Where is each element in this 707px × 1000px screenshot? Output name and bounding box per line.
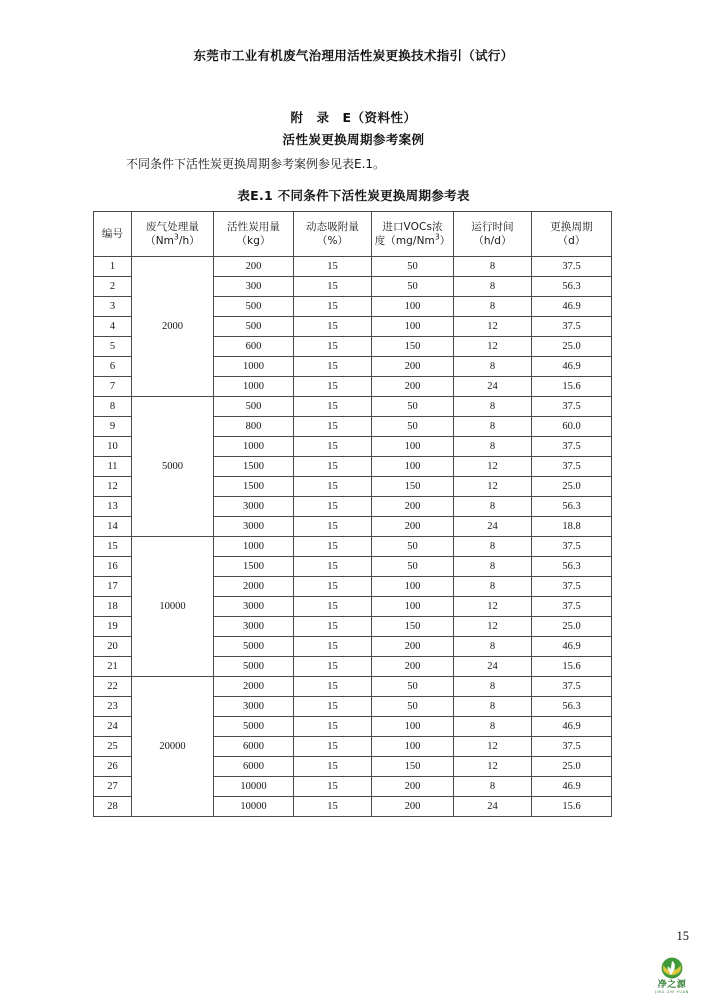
cell-replacement-cycle: 46.9 [532,357,612,377]
cell-inlet-voc: 100 [372,597,454,617]
cell-replacement-cycle: 37.5 [532,457,612,477]
cell-carbon-mass: 6000 [214,737,294,757]
cell-dynamic-adsorption: 15 [294,537,372,557]
cell-operating-hours: 24 [454,517,532,537]
cell-index: 8 [94,397,132,417]
activated-carbon-replacement-table [93,211,612,817]
cell-replacement-cycle: 37.5 [532,597,612,617]
cell-dynamic-adsorption: 15 [294,337,372,357]
cell-dynamic-adsorption: 15 [294,497,372,517]
cell-dynamic-adsorption: 15 [294,677,372,697]
cell-inlet-voc: 50 [372,537,454,557]
cell-inlet-voc: 100 [372,737,454,757]
cell-operating-hours: 8 [454,497,532,517]
cell-operating-hours: 12 [454,617,532,637]
cell-carbon-mass: 3000 [214,597,294,617]
cell-replacement-cycle: 25.0 [532,337,612,357]
cell-replacement-cycle: 25.0 [532,757,612,777]
cell-inlet-voc: 200 [372,797,454,817]
cell-exhaust-flow: 10000 [132,537,214,677]
cell-dynamic-adsorption: 15 [294,577,372,597]
cell-replacement-cycle: 46.9 [532,717,612,737]
cell-dynamic-adsorption: 15 [294,477,372,497]
cell-dynamic-adsorption: 15 [294,797,372,817]
cell-replacement-cycle: 46.9 [532,777,612,797]
header-line-1: 活性炭用量 [227,221,280,233]
cell-dynamic-adsorption: 15 [294,657,372,677]
table-col-header-3 [294,212,372,257]
cell-inlet-voc: 50 [372,397,454,417]
cell-carbon-mass: 5000 [214,717,294,737]
cell-replacement-cycle: 56.3 [532,697,612,717]
cell-inlet-voc: 50 [372,417,454,437]
cell-index: 25 [94,737,132,757]
cell-index: 19 [94,617,132,637]
cell-index: 28 [94,797,132,817]
cell-dynamic-adsorption: 15 [294,277,372,297]
header-line-1: 运行时间 [471,221,514,233]
cell-inlet-voc: 50 [372,697,454,717]
cell-dynamic-adsorption: 15 [294,617,372,637]
cell-replacement-cycle: 56.3 [532,277,612,297]
cell-inlet-voc: 200 [372,637,454,657]
cell-index: 6 [94,357,132,377]
cell-replacement-cycle: 46.9 [532,637,612,657]
logo-name-en: JING ZHI YUAN [655,990,689,994]
header-line-2: （%） [316,235,349,247]
cell-dynamic-adsorption: 15 [294,357,372,377]
cell-replacement-cycle: 56.3 [532,497,612,517]
cell-operating-hours: 8 [454,357,532,377]
cell-carbon-mass: 5000 [214,657,294,677]
cell-index: 5 [94,337,132,357]
cell-operating-hours: 12 [454,737,532,757]
cell-carbon-mass: 2000 [214,577,294,597]
cell-replacement-cycle: 15.6 [532,377,612,397]
cell-dynamic-adsorption: 15 [294,397,372,417]
cell-index: 12 [94,477,132,497]
annex-title: 活性炭更换周期参考案例 [282,132,425,147]
cell-operating-hours: 24 [454,377,532,397]
cell-replacement-cycle: 25.0 [532,617,612,637]
cell-carbon-mass: 1000 [214,437,294,457]
cell-replacement-cycle: 37.5 [532,257,612,277]
cell-index: 26 [94,757,132,777]
cell-inlet-voc: 100 [372,437,454,457]
cell-replacement-cycle: 18.8 [532,517,612,537]
cell-inlet-voc: 200 [372,777,454,797]
cell-carbon-mass: 800 [214,417,294,437]
cell-exhaust-flow: 5000 [132,397,214,537]
cell-inlet-voc: 100 [372,577,454,597]
cell-operating-hours: 8 [454,417,532,437]
table-row [94,257,612,277]
cell-inlet-voc: 50 [372,677,454,697]
cell-dynamic-adsorption: 15 [294,417,372,437]
cell-operating-hours: 8 [454,537,532,557]
cell-index: 20 [94,637,132,657]
cell-index: 3 [94,297,132,317]
cell-inlet-voc: 150 [372,337,454,357]
cell-dynamic-adsorption: 15 [294,557,372,577]
cell-index: 21 [94,657,132,677]
cell-carbon-mass: 2000 [214,677,294,697]
header-line-1: 废气处理量 [146,221,199,233]
cell-index: 15 [94,537,132,557]
page-number: 15 [676,929,689,943]
cell-inlet-voc: 150 [372,617,454,637]
cell-index: 1 [94,257,132,277]
cell-index: 24 [94,717,132,737]
cell-inlet-voc: 50 [372,257,454,277]
cell-dynamic-adsorption: 15 [294,777,372,797]
cell-dynamic-adsorption: 15 [294,257,372,277]
cell-dynamic-adsorption: 15 [294,297,372,317]
header-line-2: （h/d） [473,235,512,247]
cell-dynamic-adsorption: 15 [294,697,372,717]
header-line-1: 进口VOCs浓 [382,221,443,233]
leaf-emblem-icon [661,957,683,979]
cell-carbon-mass: 1500 [214,457,294,477]
cell-operating-hours: 8 [454,297,532,317]
cell-inlet-voc: 200 [372,517,454,537]
cell-operating-hours: 24 [454,797,532,817]
cell-dynamic-adsorption: 15 [294,637,372,657]
table-row [94,397,612,417]
cell-carbon-mass: 300 [214,277,294,297]
table-col-header-0 [94,212,132,257]
cell-replacement-cycle: 15.6 [532,657,612,677]
cell-replacement-cycle: 37.5 [532,737,612,757]
cell-index: 17 [94,577,132,597]
cell-operating-hours: 8 [454,437,532,457]
cell-index: 23 [94,697,132,717]
cell-dynamic-adsorption: 15 [294,517,372,537]
cell-dynamic-adsorption: 15 [294,437,372,457]
header-line-1: 更换周期 [550,221,593,233]
cell-carbon-mass: 1000 [214,357,294,377]
cell-inlet-voc: 200 [372,497,454,517]
cell-operating-hours: 8 [454,777,532,797]
header-line-1: 编号 [101,228,124,240]
cell-inlet-voc: 200 [372,657,454,677]
header-line-1: 动态吸附量 [306,221,359,233]
cell-replacement-cycle: 60.0 [532,417,612,437]
cell-operating-hours: 8 [454,577,532,597]
cell-inlet-voc: 150 [372,477,454,497]
cell-replacement-cycle: 37.5 [532,397,612,417]
cell-replacement-cycle: 25.0 [532,477,612,497]
cell-index: 14 [94,517,132,537]
cell-carbon-mass: 500 [214,297,294,317]
table-caption: 表E.1 不同条件下活性炭更换周期参考表 [237,188,470,203]
cell-carbon-mass: 3000 [214,497,294,517]
cell-carbon-mass: 500 [214,317,294,337]
cell-inlet-voc: 50 [372,557,454,577]
cell-operating-hours: 12 [454,597,532,617]
cell-dynamic-adsorption: 15 [294,597,372,617]
cell-operating-hours: 12 [454,457,532,477]
table-row [94,537,612,557]
cell-index: 4 [94,317,132,337]
table-header [94,212,612,257]
table-body [94,257,612,817]
cell-inlet-voc: 100 [372,317,454,337]
cell-carbon-mass: 5000 [214,637,294,657]
table-col-header-4 [372,212,454,257]
table-row [94,677,612,697]
cell-operating-hours: 8 [454,397,532,417]
cell-inlet-voc: 200 [372,377,454,397]
cell-carbon-mass: 1000 [214,537,294,557]
header-line-2: （kg） [236,235,271,247]
cell-index: 9 [94,417,132,437]
cell-operating-hours: 8 [454,557,532,577]
cell-inlet-voc: 200 [372,357,454,377]
cell-index: 22 [94,677,132,697]
cell-index: 10 [94,437,132,457]
table-col-header-1 [132,212,214,257]
cell-index: 18 [94,597,132,617]
cell-operating-hours: 8 [454,717,532,737]
cell-carbon-mass: 500 [214,397,294,417]
cell-replacement-cycle: 37.5 [532,437,612,457]
cell-carbon-mass: 3000 [214,517,294,537]
running-header: 东莞市工业有机废气治理用活性炭更换技术指引（试行） [193,48,514,63]
header-line-2: 度（mg/Nm$^3$） [374,232,451,247]
cell-dynamic-adsorption: 15 [294,377,372,397]
cell-replacement-cycle: 37.5 [532,577,612,597]
cell-exhaust-flow: 2000 [132,257,214,397]
table-col-header-5 [454,212,532,257]
cell-index: 11 [94,457,132,477]
cell-inlet-voc: 50 [372,277,454,297]
cell-operating-hours: 8 [454,637,532,657]
cell-dynamic-adsorption: 15 [294,457,372,477]
cell-index: 13 [94,497,132,517]
cell-carbon-mass: 3000 [214,617,294,637]
cell-operating-hours: 12 [454,477,532,497]
cell-operating-hours: 8 [454,277,532,297]
table-header-row [94,212,612,257]
cell-operating-hours: 12 [454,337,532,357]
cell-replacement-cycle: 37.5 [532,537,612,557]
footer-logo [650,957,694,997]
header-line-2: （Nm$^3$/h） [145,232,200,247]
table-col-header-6 [532,212,612,257]
intro-paragraph: 不同条件下活性炭更换周期参考案例参见表E.1。 [126,157,386,171]
cell-dynamic-adsorption: 15 [294,717,372,737]
cell-carbon-mass: 3000 [214,697,294,717]
logo-name-cn: 净之源 [657,980,687,990]
cell-carbon-mass: 10000 [214,777,294,797]
cell-replacement-cycle: 56.3 [532,557,612,577]
cell-replacement-cycle: 46.9 [532,297,612,317]
cell-carbon-mass: 1000 [214,377,294,397]
cell-operating-hours: 8 [454,257,532,277]
cell-dynamic-adsorption: 15 [294,757,372,777]
cell-exhaust-flow: 20000 [132,677,214,817]
cell-replacement-cycle: 15.6 [532,797,612,817]
cell-replacement-cycle: 37.5 [532,677,612,697]
cell-operating-hours: 12 [454,317,532,337]
cell-carbon-mass: 1500 [214,557,294,577]
cell-carbon-mass: 6000 [214,757,294,777]
cell-index: 27 [94,777,132,797]
cell-operating-hours: 8 [454,697,532,717]
cell-carbon-mass: 200 [214,257,294,277]
cell-inlet-voc: 150 [372,757,454,777]
cell-inlet-voc: 100 [372,717,454,737]
cell-index: 7 [94,377,132,397]
cell-carbon-mass: 10000 [214,797,294,817]
header-line-2: （d） [557,235,586,247]
cell-operating-hours: 24 [454,657,532,677]
cell-carbon-mass: 1500 [214,477,294,497]
reference-table-container [93,211,611,817]
cell-inlet-voc: 100 [372,297,454,317]
cell-operating-hours: 12 [454,757,532,777]
table-col-header-2 [214,212,294,257]
cell-inlet-voc: 100 [372,457,454,477]
annex-label: 附 录 E（资料性） [290,110,417,125]
cell-replacement-cycle: 37.5 [532,317,612,337]
cell-index: 2 [94,277,132,297]
cell-carbon-mass: 600 [214,337,294,357]
cell-index: 16 [94,557,132,577]
cell-dynamic-adsorption: 15 [294,737,372,757]
cell-operating-hours: 8 [454,677,532,697]
cell-dynamic-adsorption: 15 [294,317,372,337]
